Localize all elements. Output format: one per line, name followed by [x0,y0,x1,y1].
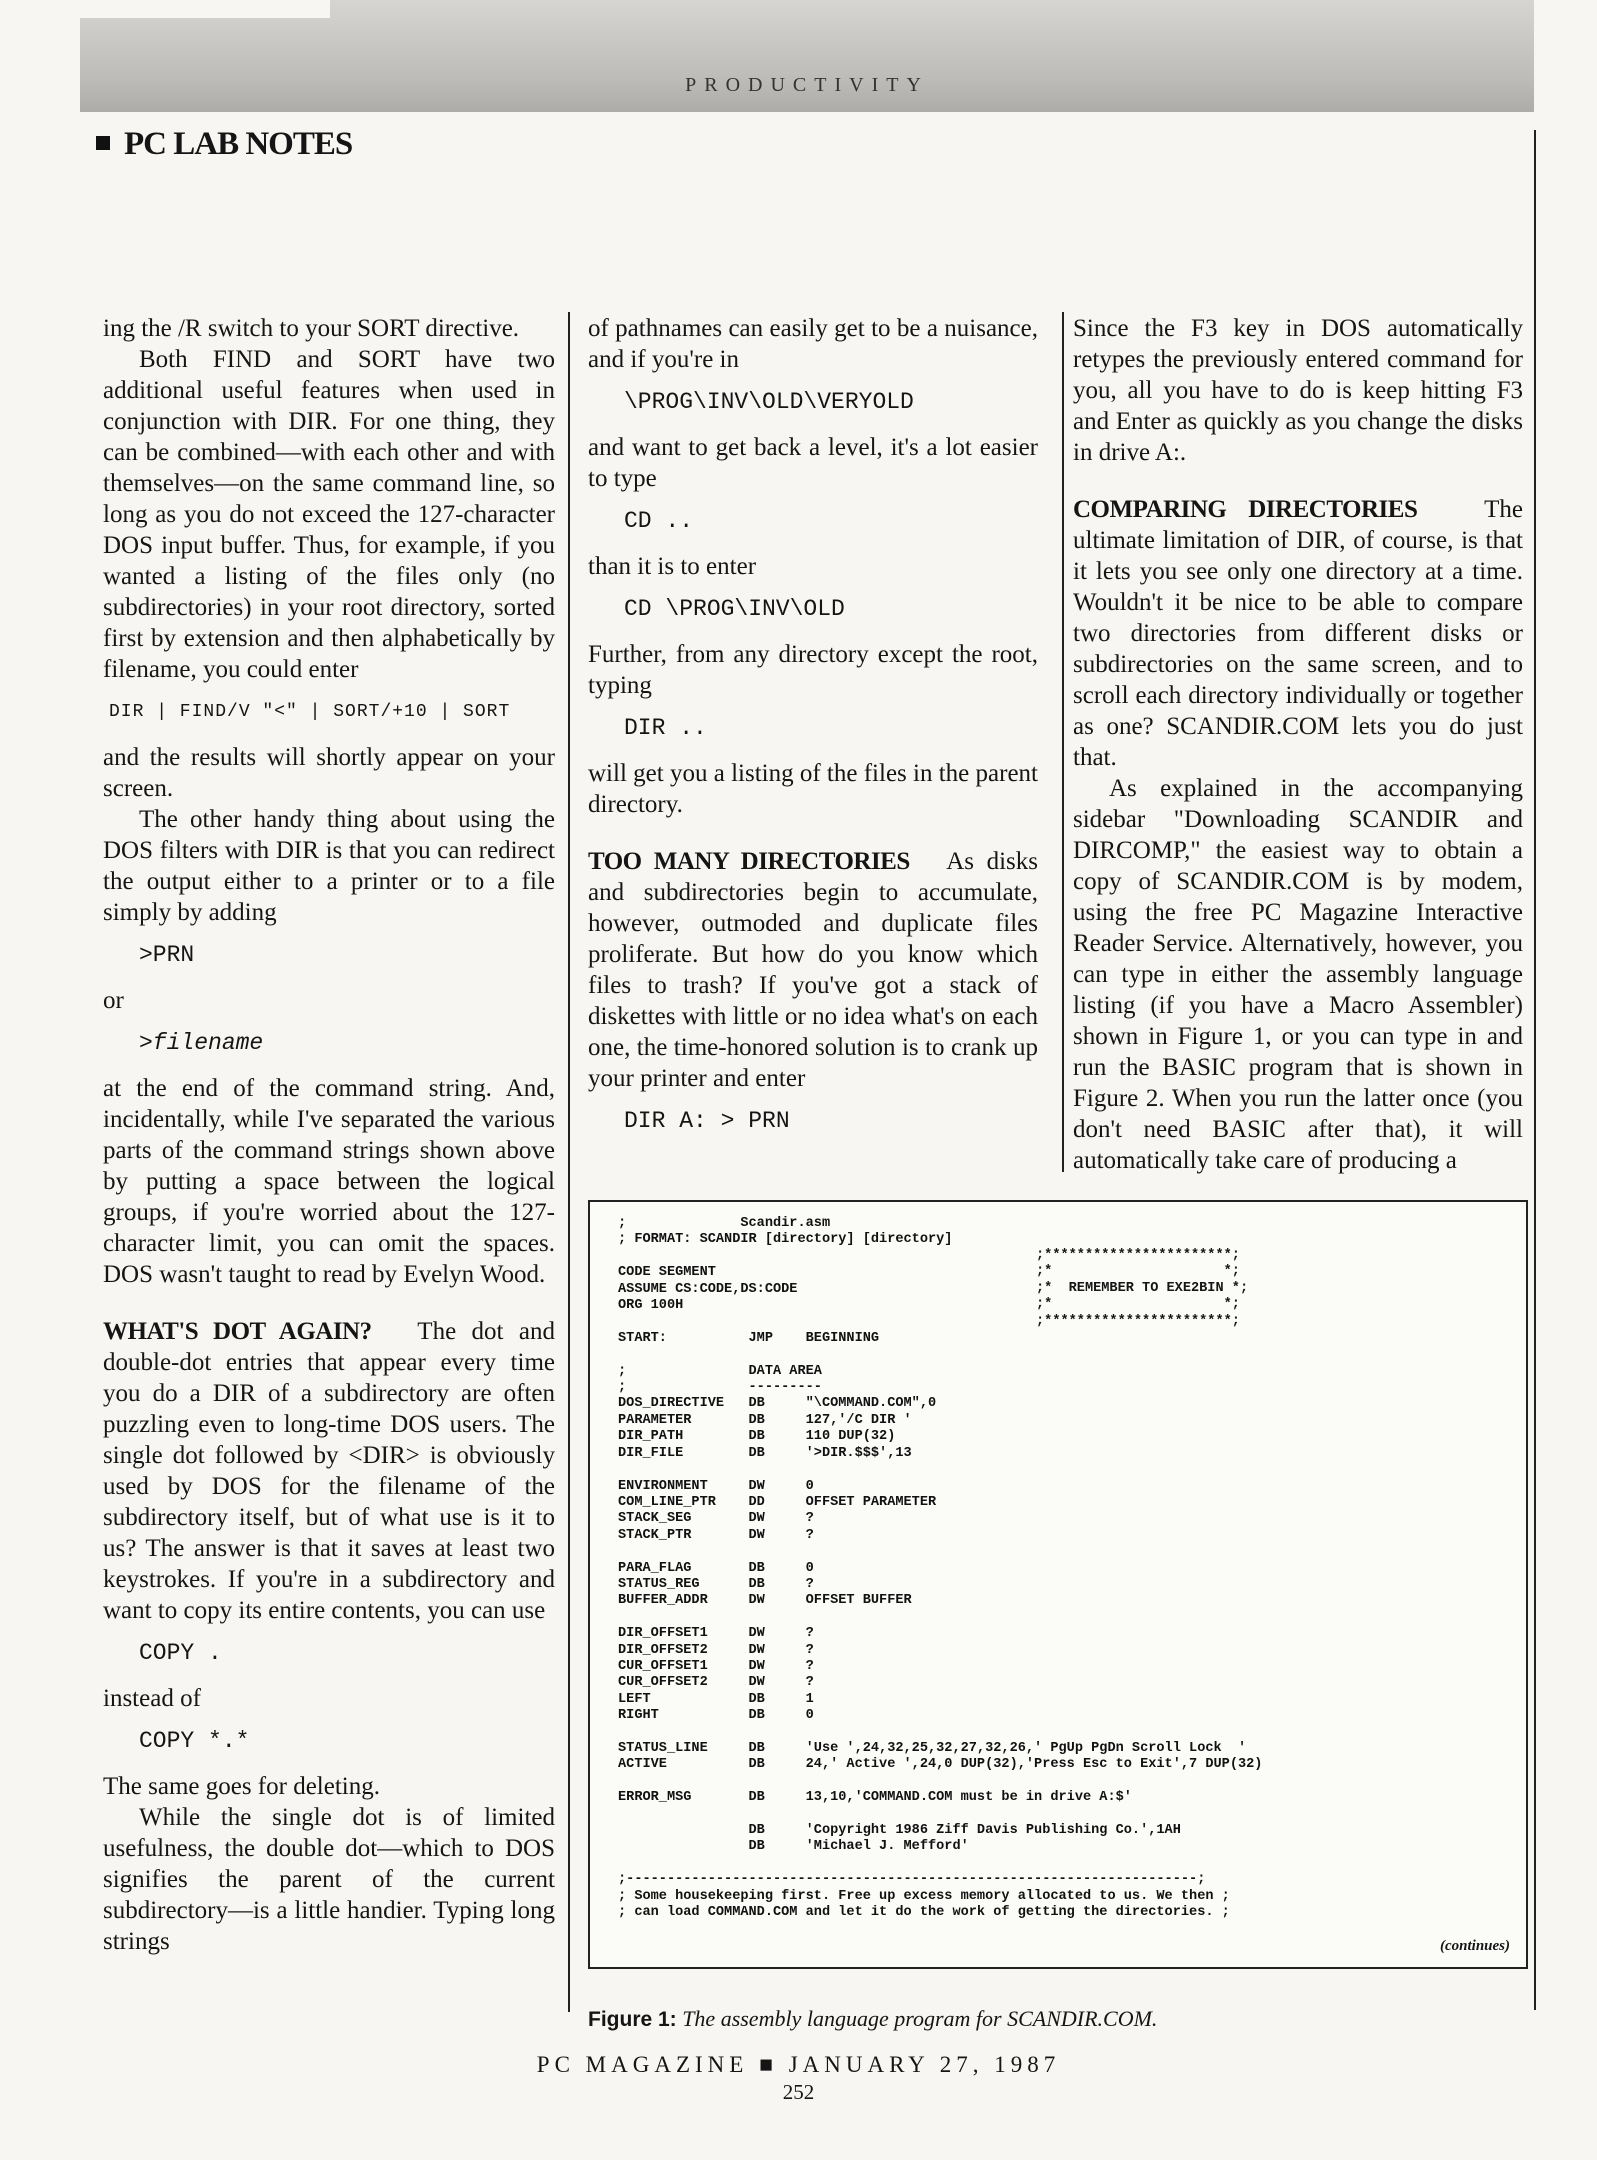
paragraph-with-head [103,1316,555,1626]
subhead: WHAT'S DOT AGAIN? [103,1318,372,1345]
spacer [1073,468,1523,494]
code-line: >filename [139,1030,264,1056]
spacer [588,820,1038,846]
caption-label: Figure 1: [588,2008,677,2031]
column-1 [103,313,555,1957]
paragraph: Since the F3 key in DOS automatically retypes the previously entered command for you, all you have to do is keep hitting F3 and Enter as quickly as you change the disks in drive A:. [1073,315,1523,466]
paragraph: at the end of the command string. And, incidentally, while I've separated the various parts of the command strings shown above by putting a space between the logical groups, if you're worried about the 127-character limit, you can omit the spaces. DOS wasn't taught to read by Evelyn Wood. [103,1075,555,1288]
page-number: 252 [782,2080,815,2104]
subhead: TOO MANY DIRECTORIES [588,848,910,875]
page-rule-right [1534,130,1536,2010]
paragraph: ing the /R switch to your SORT directive. [103,315,520,342]
paragraph-text: The ultimate limitation of DIR, of course, is that it lets you see only one directory at a time. Wouldn't it be nice to be able to compare two directories from different disks or subdirectories on the same screen, and to scroll each directory individually or together as one? SCANDIR.COM lets you do just that. [1073,496,1523,771]
paragraph-with-head [588,846,1038,1094]
remember-box: ;***********************; ;* *; ;* REMEMBER TO EXE2BIN *; ;* *; ;***********************; [1036,1248,1249,1329]
bullet-square-icon [96,136,110,150]
figure-caption [588,2006,1157,2032]
code-line: >PRN [139,942,195,968]
code-line: CD .. [624,508,694,534]
paragraph: or [103,987,124,1014]
paragraph: and want to get back a level, it's a lot easier to type [588,434,1038,492]
spacer [103,1290,555,1316]
paragraph: While the single dot is of limited usefulness, the double dot—which to DOS signifies the parent of the current subdirectory—is a little handier. Typing long strings [103,1804,555,1955]
footer-publication: PC MAGAZINE ■ JANUARY 27, 1987 [536,2052,1061,2077]
paragraph: The same goes for deleting. [103,1773,380,1800]
paragraph-text: As disks and subdirectories begin to accumulate, however, outmoded and duplicate files proliferate. But how do you know which files to trash? If you've got a stack of diskettes with little or no idea what's on each one, the time-honored solution is to crank up your printer and enter [588,848,1039,1092]
code-line: DIR | FIND/V "<" | SORT/+10 | SORT [109,702,511,722]
code-line: \PROG\INV\OLD\VERYOLD [624,389,914,415]
subhead: COMPARING DIRECTORIES [1073,496,1418,523]
column-2 [588,313,1038,1151]
code-line: CD \PROG\INV\OLD [624,596,845,622]
paragraph-with-head [1073,494,1523,773]
header-notch [70,0,330,18]
section-category: PRODUCTIVITY [685,74,929,96]
code-line: COPY *.* [139,1728,250,1754]
paragraph: The other handy thing about using the DOS filters with DIR is that you can redirect the output either to a printer or to a file simply by adding [103,806,555,926]
paragraph: and the results will shortly appear on your screen. [103,744,555,802]
paragraph: instead of [103,1685,201,1712]
column-rule-left [568,312,570,2012]
paragraph: will get you a listing of the files in the parent directory. [588,760,1038,818]
caption-text: The assembly language program for SCANDIR.COM. [682,2006,1158,2031]
paragraph: Further, from any directory except the root, typing [588,641,1038,699]
code-line: COPY . [139,1640,222,1666]
paragraph: Both FIND and SORT have two additional useful features when used in conjunction with DIR. For one thing, they can be combined—with each other and with themselves—on the same command line, so long as you do not exceed the 127-character DOS input buffer. Thus, for example, if you wanted a listing of the files only (no subdirectories) in your root directory, sorted first by extension and then alphabetically by filename, you could enter [103,346,555,683]
section-title [96,126,352,163]
column-rule-right [1062,312,1064,1172]
code-line: DIR .. [624,715,707,741]
continued-note: (continues) [1439,1938,1510,1954]
code-line: DIR A: > PRN [624,1108,790,1134]
figure-1-box [588,1200,1528,1969]
assembly-listing: ; Scandir.asm ; FORMAT: SCANDIR [directory] [directory] CODE SEGMENT ASSUME CS:CODE,DS:CODE ORG 100H START: JMP BEGINNING ; DATA AREA ; --------- DOS_DIRECTIVE DB "\COMMAND.COM",0 PARAMETER DB 127,'/C DIR ' DIR_PATH DB 110 DUP(32) DIR_FILE DB '>DIR.$$$',13 ENVIRONMENT DW 0 COM_LINE_PTR DD OFFSET PARAMETER STACK_SEG DW ? STACK_PTR DW ? PARA_FLAG DB 0 STATUS_REG DB ? BUFFER_ADDR DW OFFSET BUFFER DIR_OFFSET1 DW ? DIR_OFFSET2 DW ? CUR_OFFSET1 DW ? CUR_OFFSET2 DW ? LEFT DB 1 RIGHT DB 0 STATUS_LINE DB 'Use ',24,32,25,32,27,32,26,' PgUp PgDn Scroll Lock ' ACTIVE DB 24,' Active ',24,0 DUP(32),'Press Esc to Exit',7 DUP(32) ERROR_MSG DB 13,10,'COMMAND.COM must be in drive A:$' DB 'Copyright 1986 Ziff Davis Publishing Co.',1AH DB 'Michael J. Mefford' ;----------------------------------------------------------------------; ; Some housekeeping first. Free up excess memory allocated to us. We then ; ; can load COMMAND.COM and let it do the work of getting the directories. ; [618,1216,1263,1921]
column-3 [1073,313,1523,1176]
paragraph: than it is to enter [588,553,757,580]
paragraph: of pathnames can easily get to be a nuisance, and if you're in [588,315,1038,373]
paragraph: As explained in the accompanying sidebar "Downloading SCANDIR and DIRCOMP," the easiest way to obtain a copy of SCANDIR.COM is by modem, using the free PC Magazine Interactive Reader Service. Alternatively, however, you can type in either the assembly language listing (if you have a Macro Assembler) shown in Figure 1, or you can type in and run the BASIC program that is shown in Figure 2. When you run the latter once (you don't need BASIC after that), it will automatically take care of producing a [1073,775,1523,1174]
paragraph-text: The dot and double-dot entries that appear every time you do a DIR of a subdirectory are often puzzling even to long-time DOS users. The single dot followed by <DIR> is obviously used by DOS for the filename of the subdirectory itself, but of what use is it to us? The answer is that it saves at least two keystrokes. If you're in a subdirectory and want to copy its entire contents, you can use [103,1318,555,1624]
section-title-text: PC LAB NOTES [124,126,353,162]
